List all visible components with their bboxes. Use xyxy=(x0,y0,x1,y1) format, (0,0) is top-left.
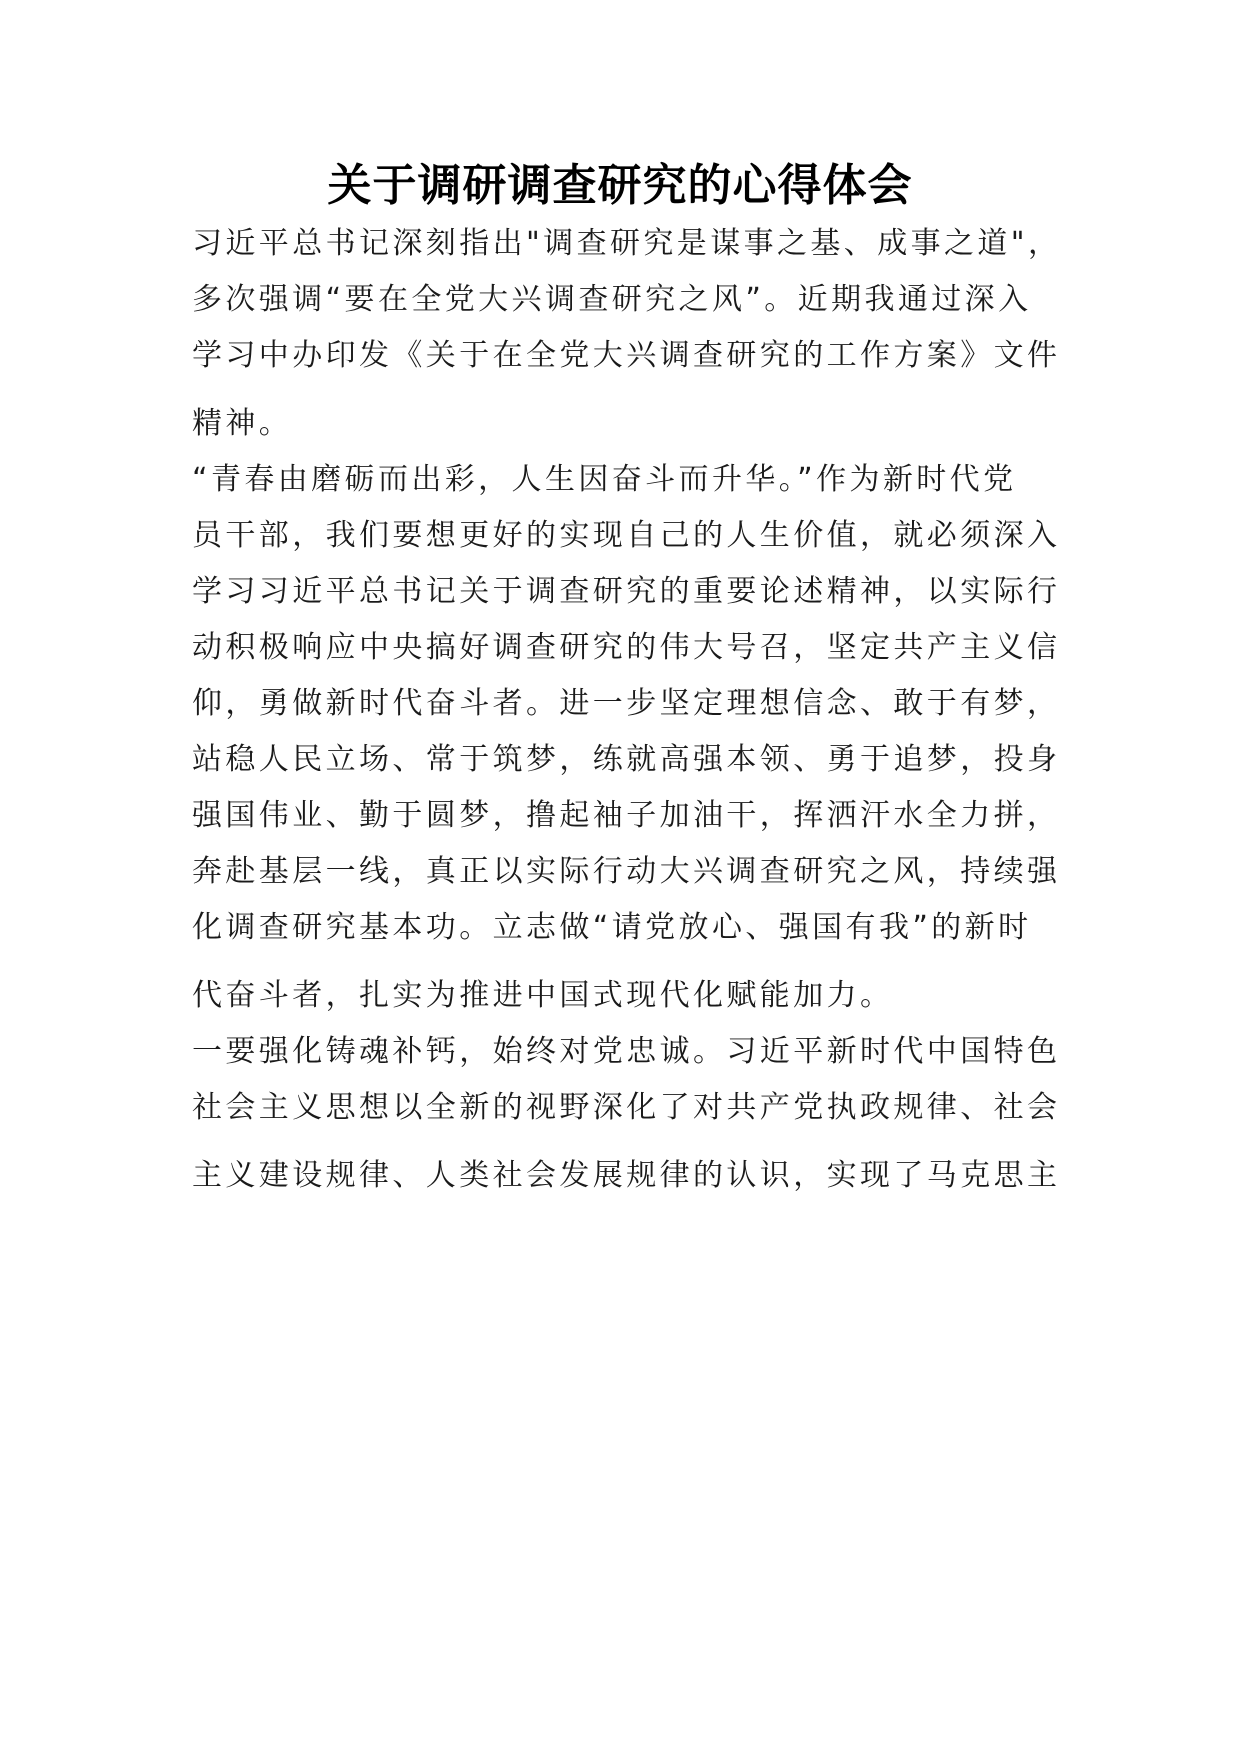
text-line: 社会主义思想以全新的视野深化了对共产党执政规律、社会 xyxy=(192,1090,1061,1125)
text-line: 学习中办印发《关于在全党大兴调查研究的工作方案》文件 xyxy=(192,338,1061,373)
document-title: 关于调研调查研究的心得体会 xyxy=(327,160,913,211)
text-line: 奔赴基层一线，真正以实际行动大兴调查研究之风，持续强 xyxy=(192,854,1061,889)
text-line: 主义建设规律、人类社会发展规律的认识，实现了马克思主 xyxy=(192,1158,1061,1193)
text-line: 化调查研究基本功。立志做“请党放心、强国有我”的新时 xyxy=(192,910,1032,945)
text-line: 学习习近平总书记关于调查研究的重要论述精神，以实际行 xyxy=(192,574,1061,609)
text-line: 动积极响应中央搞好调查研究的伟大号召，坚定共产主义信 xyxy=(192,630,1061,665)
text-line: 强国伟业、勤于圆梦，撸起袖子加油干，挥洒汗水全力拼， xyxy=(192,798,1061,833)
text-line: 代奋斗者，扎实为推进中国式现代化赋能加力。 xyxy=(192,978,894,1013)
text-line: “青春由磨砺而出彩，人生因奋斗而升华。”作为新时代党 xyxy=(192,462,1017,497)
text-line: 习近平总书记深刻指出"调查研究是谋事之基、成事之道"， xyxy=(192,226,1062,261)
text-line: 精神。 xyxy=(192,406,293,441)
text-line: 员干部，我们要想更好的实现自己的人生价值，就必须深入 xyxy=(192,518,1061,553)
text-line: 站稳人民立场、常于筑梦，练就高强本领、勇于追梦，投身 xyxy=(192,742,1061,777)
text-line: 仰，勇做新时代奋斗者。进一步坚定理想信念、敢于有梦， xyxy=(192,686,1061,721)
text-line: 多次强调“要在全党大兴调查研究之风”。近期我通过深入 xyxy=(192,282,1032,317)
document-body xyxy=(192,226,1072,1194)
text-line: 一要强化铸魂补钙，始终对党忠诚。习近平新时代中国特色 xyxy=(192,1034,1061,1069)
